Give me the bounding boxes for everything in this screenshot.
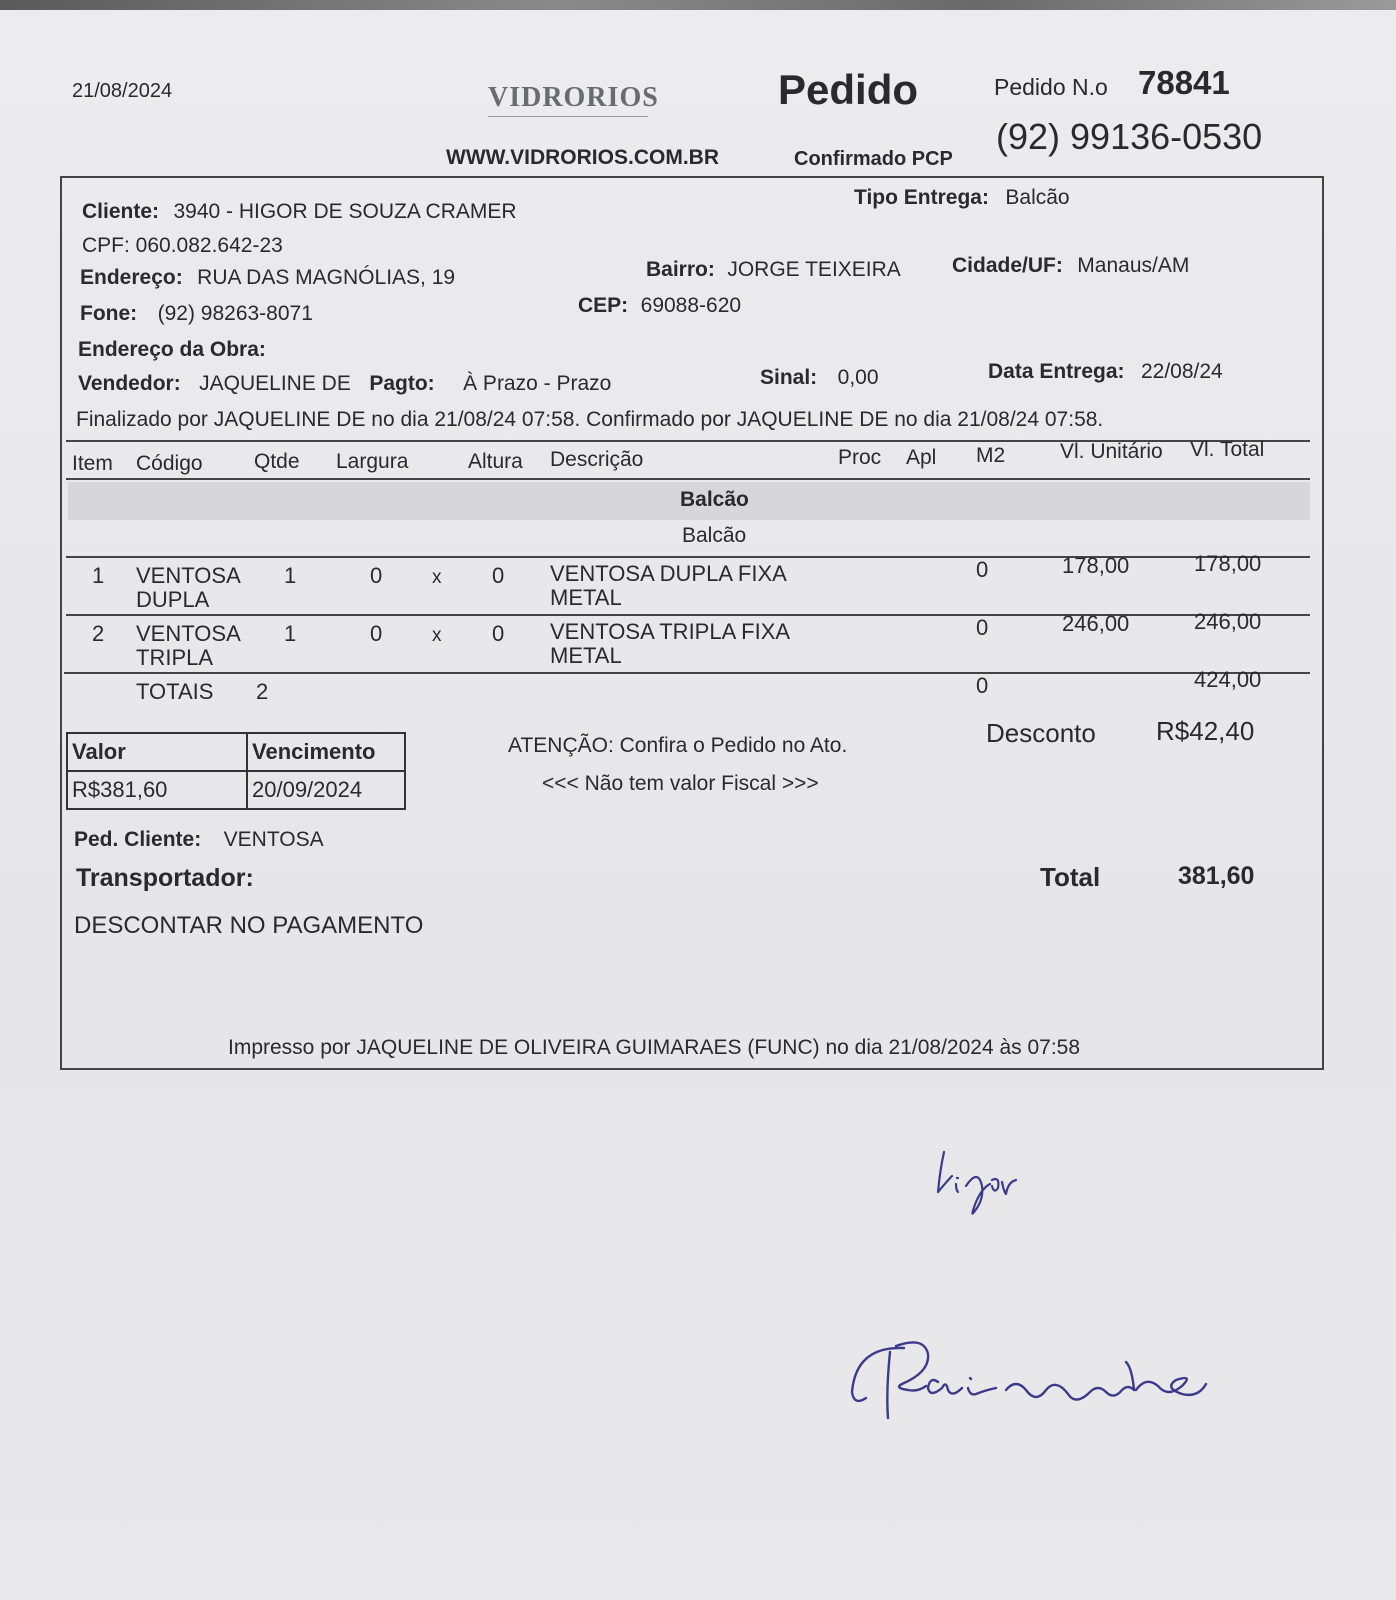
col-descricao: Descrição (550, 448, 644, 471)
order-number-label: Pedido N.o (994, 74, 1108, 100)
totals-m2: 0 (976, 673, 989, 698)
cliente-value: 3940 - HIGOR DE SOUZA CRAMER (173, 200, 517, 223)
vendedor-value: JAQUELINE DE (199, 372, 351, 395)
fiscal-notice: <<< Não tem valor Fiscal >>> (542, 772, 819, 795)
endereco-row (80, 266, 455, 290)
row-vl-total: 246,00 (1194, 609, 1262, 634)
order-status: Confirmado PCP (794, 148, 953, 170)
row-codigo-line1: VENTOSA (136, 621, 241, 646)
data-entrega-row (988, 360, 1223, 384)
company-phone: (92) 99136-0530 (996, 116, 1263, 157)
totals-rule (64, 672, 1310, 674)
cidade-label: Cidade/UF: (952, 254, 1063, 277)
fone-row (80, 302, 313, 326)
data-entrega-label: Data Entrega: (988, 360, 1125, 383)
signature-higor-icon (930, 1140, 1040, 1220)
col-m2: M2 (976, 444, 1006, 467)
col-vl-unitario: Vl. Unitário (1060, 440, 1163, 463)
row-codigo (136, 564, 241, 612)
row-largura: 0 (370, 563, 383, 588)
totals-label: TOTAIS (136, 679, 214, 704)
cliente-label: Cliente: (82, 200, 160, 223)
endereco-obra-label: Endereço da Obra: (78, 338, 266, 361)
cpf: CPF: 060.082.642-23 (82, 234, 283, 257)
ped-cliente-value: VENTOSA (223, 828, 324, 851)
installments-table (66, 732, 406, 810)
document-title: Pedido (778, 66, 919, 113)
data-entrega-value: 22/08/24 (1140, 360, 1223, 383)
pagto-label: Pagto: (369, 372, 435, 395)
row-x: x (432, 567, 442, 588)
company-website: WWW.VIDRORIOS.COM.BR (446, 146, 719, 169)
row-qtde: 1 (284, 563, 297, 588)
desconto-label: Desconto (986, 718, 1096, 748)
row-largura: 0 (370, 621, 383, 646)
cidade-value: Manaus/AM (1077, 254, 1190, 277)
row-m2: 0 (976, 557, 989, 582)
cep-value: 69088-620 (640, 294, 742, 317)
totals-qtde: 2 (256, 679, 269, 704)
bairro-row (646, 258, 901, 282)
tipo-entrega-label: Tipo Entrega: (854, 186, 989, 209)
ped-cliente-label: Ped. Cliente: (74, 828, 202, 851)
col-altura: Altura (468, 450, 523, 473)
col-item: Item (72, 452, 113, 475)
col-codigo: Código (136, 452, 203, 475)
row-codigo-line2: DUPLA (136, 587, 210, 612)
endereco-label: Endereço: (80, 266, 183, 289)
total-value: 381,60 (1178, 862, 1255, 890)
company-logo (488, 82, 659, 117)
vendedor-row (78, 372, 611, 396)
row-vl-unitario: 178,00 (1062, 553, 1130, 578)
order-number: 78841 (1138, 64, 1230, 101)
row-altura: 0 (492, 621, 505, 646)
row-m2: 0 (976, 615, 989, 640)
valor-header: Valor (67, 733, 247, 771)
transportador-label: Transportador: (76, 864, 254, 892)
row-descricao-line2: METAL (550, 643, 622, 668)
row-altura: 0 (492, 563, 505, 588)
atencao-notice: ATENÇÃO: Confira o Pedido no Ato. (508, 734, 848, 757)
sinal-label: Sinal: (760, 366, 818, 389)
group-subtitle: Balcão (682, 524, 747, 547)
tipo-entrega-value: Balcão (1005, 186, 1070, 209)
totals-value: 424,00 (1194, 667, 1262, 692)
row-codigo-line1: VENTOSA (136, 563, 241, 588)
row-descricao (550, 562, 787, 610)
ped-cliente-row (74, 828, 324, 852)
row-codigo-line2: TRIPLA (136, 645, 214, 670)
row-x: x (432, 625, 442, 646)
fone-value: (92) 98263-8071 (157, 302, 313, 325)
row-vl-total: 178,00 (1194, 551, 1262, 576)
print-date: 21/08/2024 (72, 80, 173, 102)
observacao: DESCONTAR NO PAGAMENTO (74, 912, 424, 939)
row-qtde: 1 (284, 621, 297, 646)
cep-row (578, 294, 741, 318)
installment-vencimento: 20/09/2024 (247, 771, 405, 809)
row-vl-unitario: 246,00 (1062, 611, 1130, 636)
col-apl: Apl (906, 446, 937, 469)
row-item: 2 (92, 621, 105, 646)
finalizado-note: Finalizado por JAQUELINE DE no dia 21/08/24 07:58. Confirmado por JAQUELINE DE no dia 21/08/24 07:58. (76, 408, 1104, 431)
group-title: Balcão (680, 488, 749, 511)
desconto-value: R$42,40 (1156, 716, 1255, 746)
header-bottom-rule (66, 478, 1310, 480)
bairro-label: Bairro: (646, 258, 715, 281)
installment-valor: R$381,60 (67, 771, 247, 809)
cep-label: CEP: (578, 294, 629, 317)
total-label: Total (1040, 862, 1101, 892)
logo-underline (488, 116, 648, 117)
col-largura: Largura (336, 450, 409, 473)
pagto-value: À Prazo - Prazo (463, 372, 612, 395)
col-proc: Proc (838, 446, 882, 469)
endereco-value: RUA DAS MAGNÓLIAS, 19 (197, 266, 456, 289)
tipo-entrega-row (854, 186, 1070, 210)
vendedor-label: Vendedor: (78, 372, 181, 395)
col-qtde: Qtde (254, 450, 300, 473)
installment-row (67, 771, 405, 809)
row-item: 1 (92, 563, 105, 588)
row-descricao-line2: METAL (550, 585, 622, 610)
company-logo-text: VIDRORIOS (488, 82, 659, 113)
signature-raimundo-icon (846, 1332, 1226, 1452)
vencimento-header: Vencimento (247, 733, 405, 771)
bairro-value: JORGE TEIXEIRA (727, 258, 901, 281)
installments-header-row (67, 733, 405, 771)
row-descricao-line1: VENTOSA TRIPLA FIXA (550, 619, 791, 644)
row-codigo (136, 622, 241, 670)
impresso-por: Impresso por JAQUELINE DE OLIVEIRA GUIMARAES (FUNC) no dia 21/08/2024 às 07:58 (228, 1036, 1081, 1059)
row-descricao (550, 620, 790, 668)
col-vl-total: Vl. Total (1190, 438, 1265, 461)
cidade-row (952, 254, 1189, 278)
sinal-value: 0,00 (837, 366, 879, 389)
sinal-row (760, 366, 879, 390)
cliente-row (82, 200, 517, 224)
row-descricao-line1: VENTOSA DUPLA FIXA (550, 561, 787, 586)
fone-label: Fone: (80, 302, 138, 325)
